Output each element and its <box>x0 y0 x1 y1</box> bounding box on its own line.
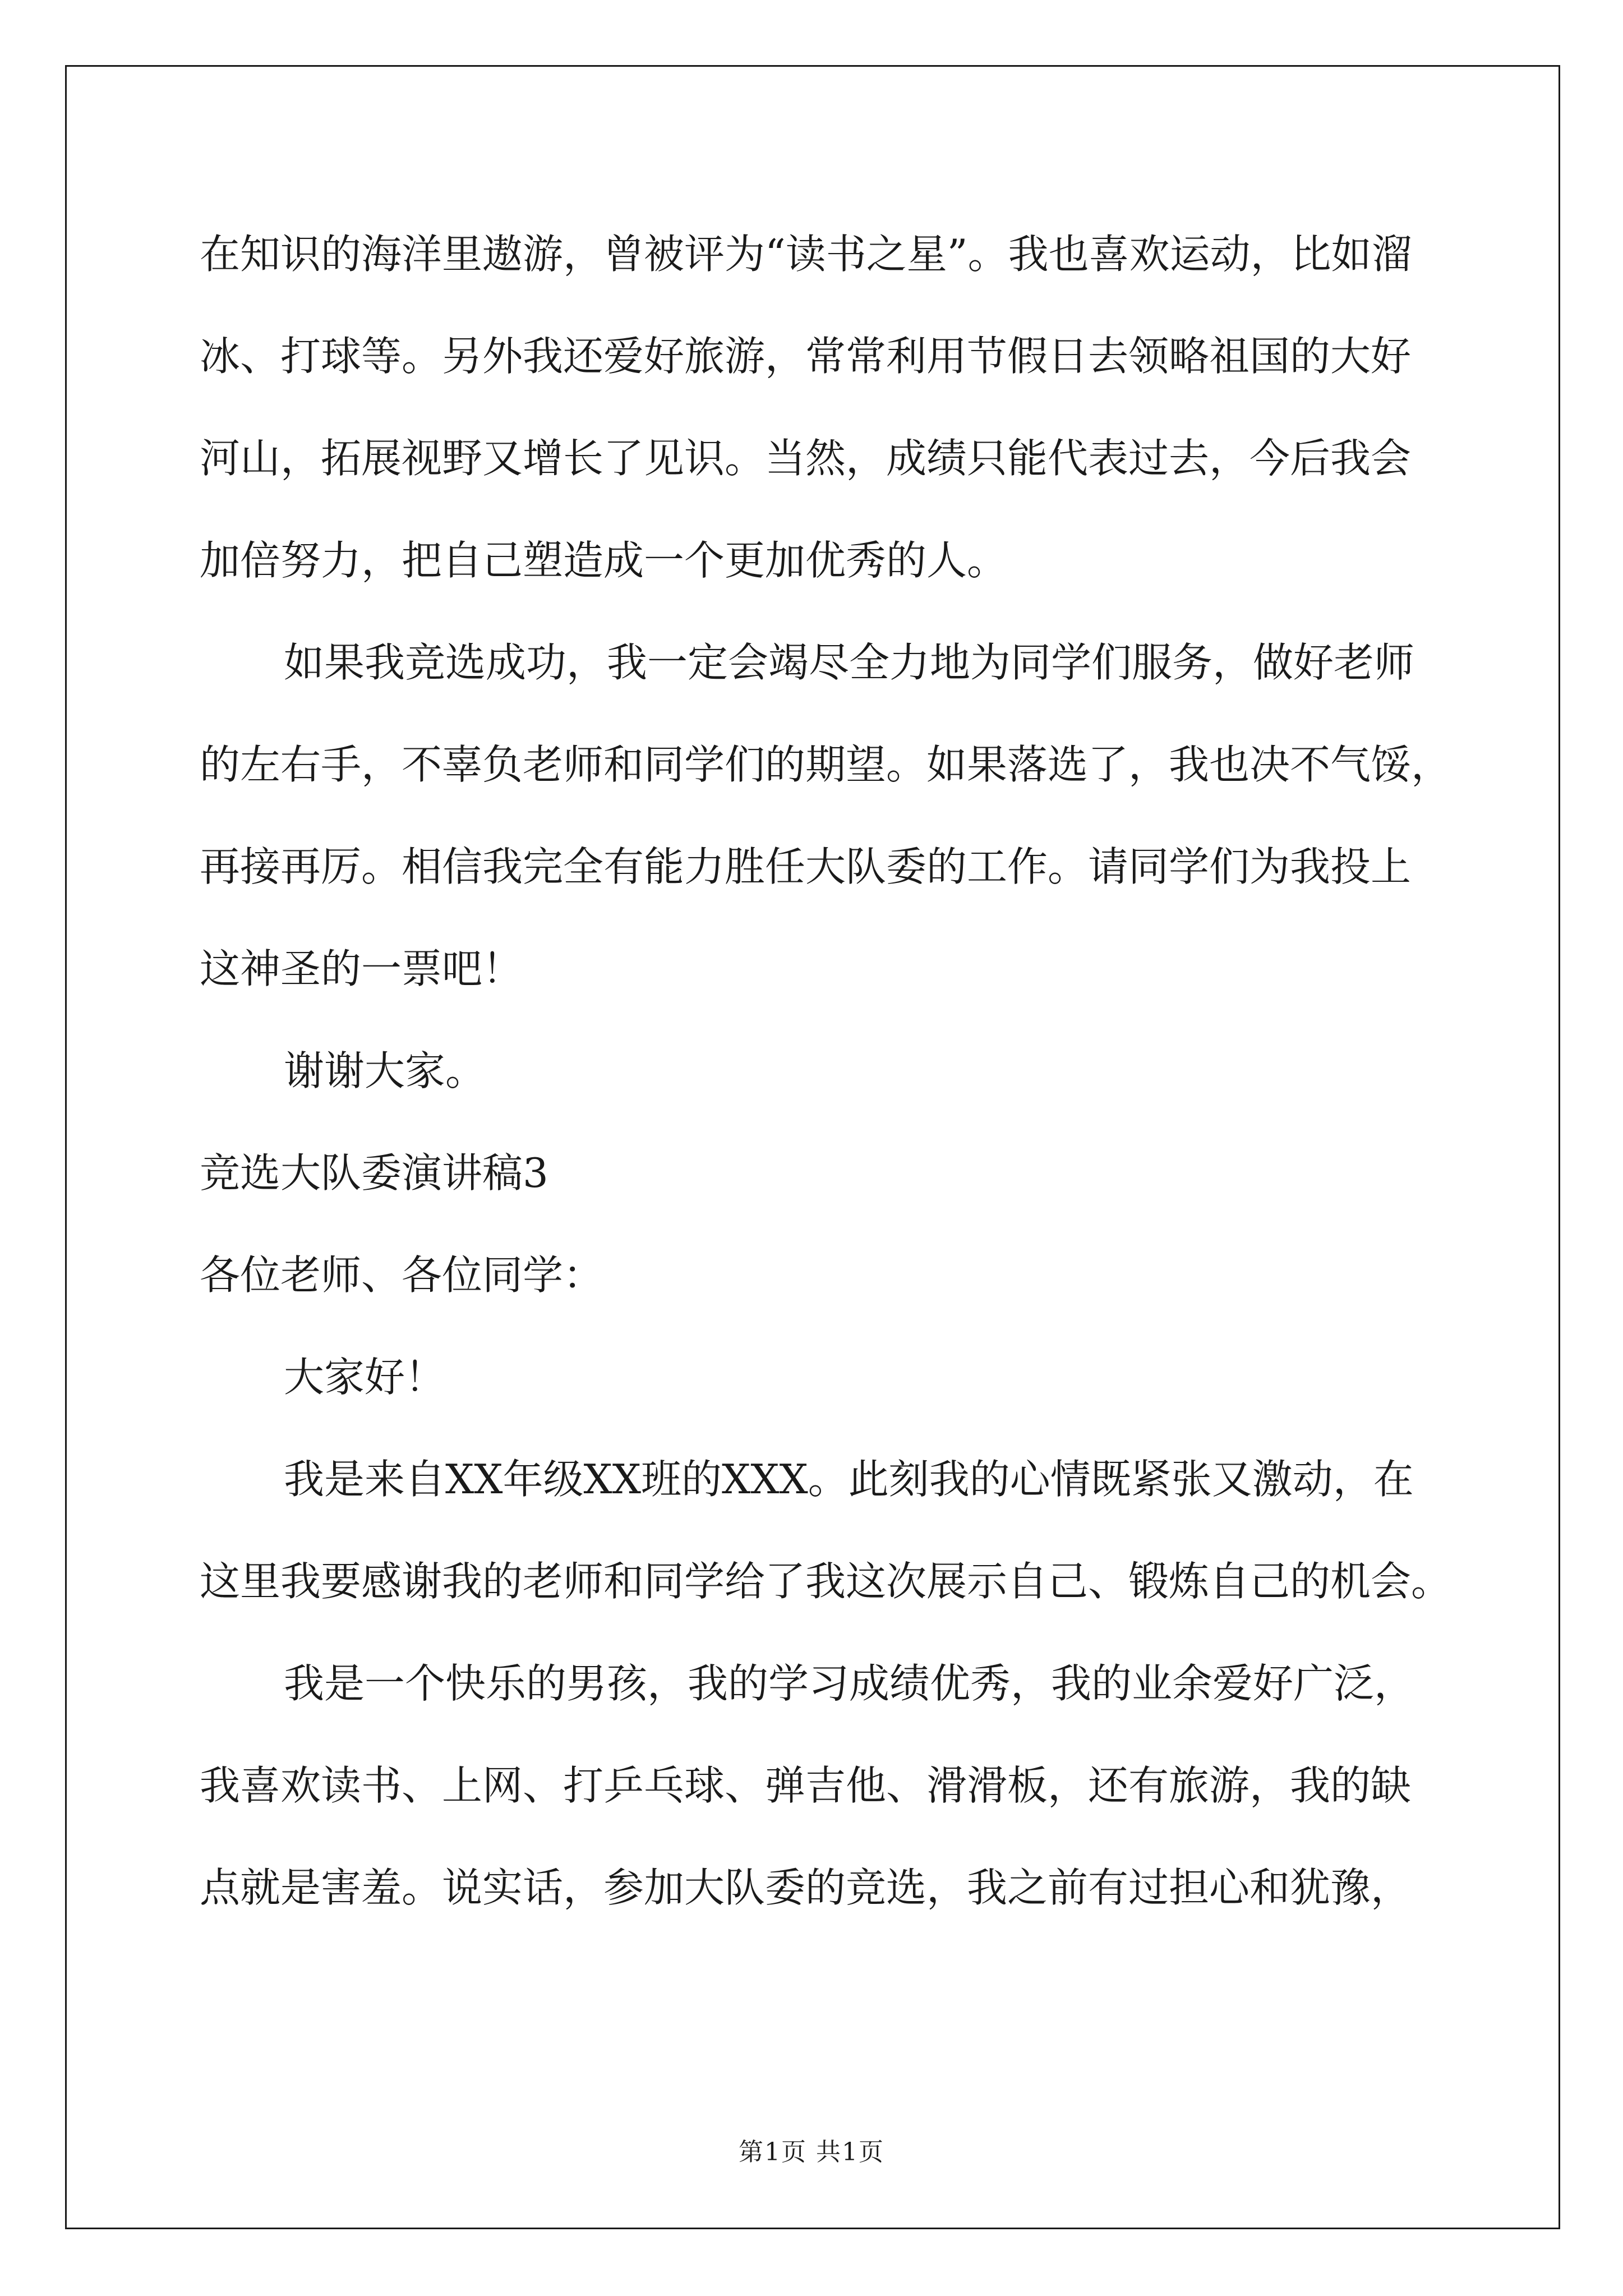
text-line: 如果我竞选成功，我一定会竭尽全力地为同学们服务，做好老师 <box>284 639 1415 686</box>
text-line: 冰、打球等。另外我还爱好旅游，常常利用节假日去领略祖国的大好 <box>200 333 1412 380</box>
text-line: 在知识的海洋里遨游，曾被评为“读书之星”。我也喜欢运动，比如溜 <box>200 231 1412 278</box>
text-line: 这里我要感谢我的老师和同学给了我这次展示自己、锻炼自己的机会。 <box>200 1558 1452 1605</box>
salutation: 各位老师、各位同学： <box>200 1251 604 1299</box>
text-line: 点就是害羞。说实话，参加大队委的竞选，我之前有过担心和犹豫， <box>200 1864 1412 1911</box>
section-heading: 竞选大队委演讲稿3 <box>200 1149 548 1197</box>
text-line: 我喜欢读书、上网、打乒乓球、弹吉他、滑滑板，还有旅游，我的缺 <box>200 1762 1412 1809</box>
greeting: 大家好！ <box>284 1354 446 1401</box>
text-line: 河山，拓展视野又增长了见识。当然，成绩只能代表过去，今后我会 <box>200 435 1412 482</box>
page-number-footer: 第1页 共1页 <box>739 2138 884 2166</box>
text-line: 我是一个快乐的男孩，我的学习成绩优秀，我的业余爱好广泛， <box>284 1660 1415 1707</box>
text-line: 这神圣的一票吧！ <box>200 945 523 992</box>
text-line: 再接再厉。相信我完全有能力胜任大队委的工作。请同学们为我投上 <box>200 843 1412 890</box>
text-line: 加倍努力，把自己塑造成一个更加优秀的人。 <box>200 537 1008 584</box>
text-line: 的左右手，不辜负老师和同学们的期望。如果落选了，我也决不气馁， <box>200 741 1452 788</box>
document-body <box>200 203 1478 1939</box>
text-line: 我是来自XX年级XX班的XXX。此刻我的心情既紧张又激动，在 <box>284 1456 1414 1503</box>
text-line: 谢谢大家。 <box>284 1047 486 1094</box>
